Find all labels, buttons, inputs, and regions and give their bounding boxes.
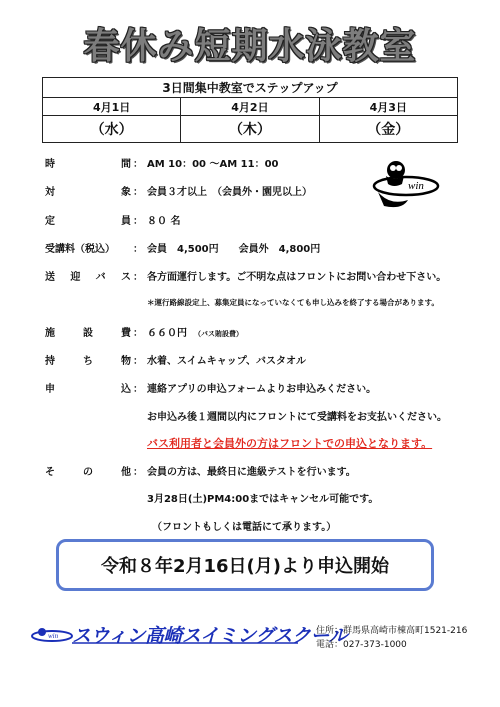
other-value: 会員の方は、最終日に進級テストを行います。 — [147, 467, 356, 478]
address-text: 住所：群馬県高崎市棟高町1521-216 — [316, 626, 468, 636]
apply-line-3: バス利用者と会員外の方はフロントでの申込となります。 — [147, 437, 433, 450]
fee-value: 会員 4,500円 会員外 4,800円 — [147, 244, 321, 255]
apply-value: 連絡アプリの申込フォームよりお申込みください。 — [147, 384, 377, 395]
capacity-value: ８０ 名 — [147, 216, 181, 227]
date-cell: 4月1日 — [43, 98, 181, 116]
day-cell: （木） — [181, 116, 319, 143]
day-cell: （金） — [319, 116, 457, 143]
svg-text:win: win — [408, 180, 424, 192]
other-line-3: （フロントもしくは電話にて承ります。） — [152, 522, 337, 533]
page-title: 春休み短期水泳教室 — [83, 26, 417, 67]
facility-value: ６６０円 — [147, 328, 187, 339]
swimmer-logo-icon — [372, 150, 440, 214]
other-line-2: 3月28日(土)PM4:00まではキャンセル可能です。 — [147, 494, 379, 505]
svg-text:win: win — [48, 632, 59, 640]
bus-note: ＊運行路線設定上、募集定員になっていなくても申し込みを終了する場合があります。 — [147, 298, 439, 307]
phone-text: 電話：027-373-1000 — [316, 640, 407, 650]
application-start-banner: 令和８年2月16日(月)より申込開始 — [56, 539, 434, 591]
school-brand-name: スウィン高崎スイミングスクール — [72, 625, 348, 647]
date-cell: 4月2日 — [181, 98, 319, 116]
apply-line-2: お申込み後１週間以内にフロントにて受講料をお支払いください。 — [147, 412, 447, 423]
contact-info — [316, 624, 467, 652]
bus-value: 各方面運行します。ご不明な点はフロントにお問い合わせ下さい。 — [147, 272, 447, 283]
target-value: 会員３才以上 （会員外・園児以上） — [147, 187, 312, 198]
items-value: 水着、スイムキャップ、バスタオル — [147, 356, 306, 367]
date-cell: 4月3日 — [319, 98, 457, 116]
time-value: AM 10：00 ～AM 11：00 — [147, 159, 279, 170]
day-cell: （水） — [43, 116, 181, 143]
facility-note: （バス賄設費） — [193, 330, 243, 338]
schedule-table — [42, 77, 458, 143]
schedule-heading: 3日間集中教室でステップアップ — [43, 78, 458, 98]
